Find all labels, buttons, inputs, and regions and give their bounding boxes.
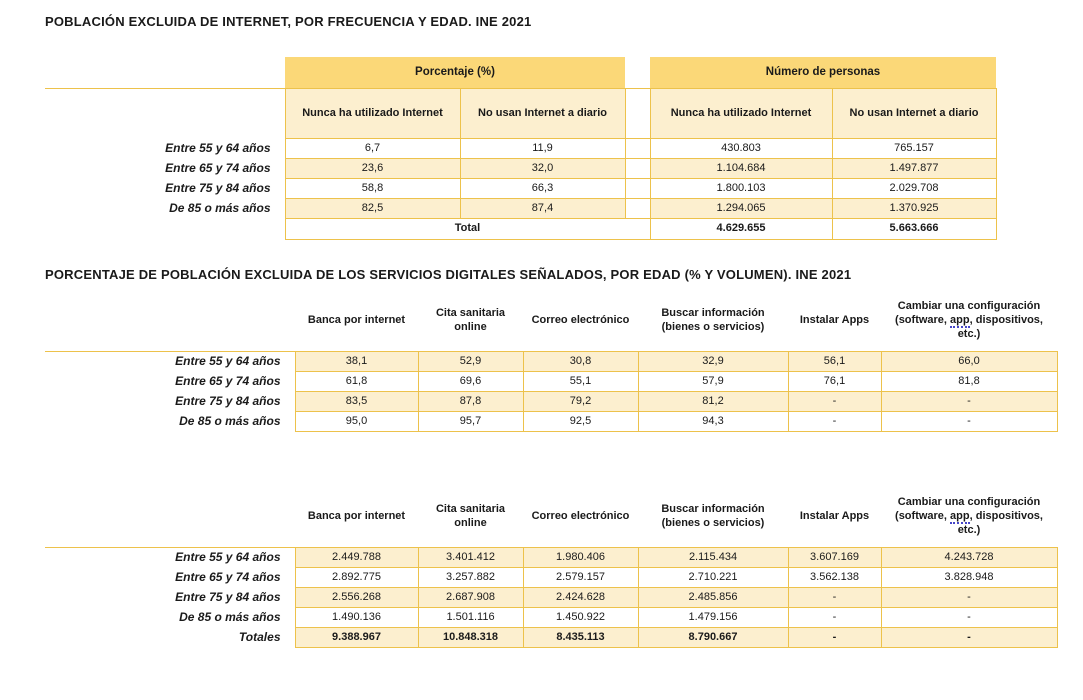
table1-gap-cell — [625, 198, 650, 218]
value-cell: 87,4 — [460, 198, 625, 218]
value-cell: 79,2 — [523, 392, 638, 412]
total-label-spacer — [45, 218, 285, 239]
header-correo: Correo electrónico — [523, 293, 638, 352]
total-value-cell: 5.663.666 — [832, 218, 996, 239]
table-internet-exclusion-by-frequency — [45, 57, 997, 240]
row-label: Entre 65 y 74 años — [175, 374, 281, 388]
table2-header-row — [45, 293, 1057, 352]
header-cambiar-text: Cambiar una configuración (software, — [895, 495, 1041, 522]
header-buscar: Buscar información (bienes o servicios) — [638, 293, 788, 352]
value-cell: 52,9 — [418, 352, 523, 372]
table-row — [45, 372, 1057, 392]
table-row — [45, 392, 1057, 412]
value-cell: 76,1 — [788, 372, 881, 392]
table1-gap-cell — [625, 158, 650, 178]
header-banca: Banca por internet — [295, 293, 418, 352]
table1-gap-cell — [625, 178, 650, 198]
table-row — [45, 198, 996, 218]
value-cell: 32,9 — [638, 352, 788, 372]
total-label: Total — [285, 218, 650, 239]
totals-label: Totales — [238, 629, 281, 644]
header-instalar: Instalar Apps — [788, 293, 881, 352]
table1-subheader-never-used-num: Nunca ha utilizado Internet — [650, 88, 832, 138]
header-cambiar-app-misspelled: app — [950, 509, 970, 522]
table-row — [45, 158, 996, 178]
value-cell: 81,8 — [881, 372, 1057, 392]
total-value-cell: 8.435.113 — [523, 627, 638, 647]
row-label: Entre 65 y 74 años — [165, 160, 271, 175]
value-cell: 38,1 — [295, 352, 418, 372]
header-cambiar-text: , dispositivos, etc.) — [957, 314, 1043, 341]
value-cell: 2.556.268 — [295, 587, 418, 607]
value-cell: 2.485.856 — [638, 587, 788, 607]
table1-gap-cell — [625, 88, 650, 138]
value-cell: 2.424.628 — [523, 587, 638, 607]
table2-header-label-spacer — [45, 293, 295, 352]
value-cell: 1.800.103 — [650, 178, 832, 198]
table1-group-header-row — [45, 57, 996, 88]
value-cell: 2.892.775 — [295, 567, 418, 587]
row-label: De 85 o más años — [179, 414, 281, 428]
row-label: Entre 75 y 84 años — [175, 394, 281, 408]
table3-header-row — [45, 488, 1057, 547]
value-cell: 1.490.136 — [295, 607, 418, 627]
value-cell: 61,8 — [295, 372, 418, 392]
table3-header-label-spacer — [45, 488, 295, 547]
total-value-cell: 4.629.655 — [650, 218, 832, 239]
value-cell: 83,5 — [295, 392, 418, 412]
value-cell: 58,8 — [285, 178, 460, 198]
table1-subheader-not-daily-num: No usan Internet a diario — [832, 88, 996, 138]
row-label: De 85 o más años — [169, 200, 271, 215]
total-value-cell: 9.388.967 — [295, 627, 418, 647]
value-cell: 4.243.728 — [881, 547, 1057, 567]
table-row — [45, 547, 1057, 567]
value-cell: - — [788, 412, 881, 432]
table-services-volume — [45, 488, 1058, 648]
value-cell: - — [881, 607, 1057, 627]
value-cell: 2.115.434 — [638, 547, 788, 567]
value-cell: 2.687.908 — [418, 587, 523, 607]
header-cambiar — [881, 488, 1057, 547]
table-row — [45, 352, 1057, 372]
header-correo: Correo electrónico — [523, 488, 638, 547]
row-label: Entre 75 y 84 años — [165, 180, 271, 195]
value-cell: 11,9 — [460, 138, 625, 158]
value-cell: 1.104.684 — [650, 158, 832, 178]
value-cell: 3.607.169 — [788, 547, 881, 567]
table1-subheader-never-used-pct: Nunca ha utilizado Internet — [285, 88, 460, 138]
value-cell: 82,5 — [285, 198, 460, 218]
value-cell: 430.803 — [650, 138, 832, 158]
value-cell: 1.497.877 — [832, 158, 996, 178]
value-cell: 3.401.412 — [418, 547, 523, 567]
row-label: Entre 55 y 64 años — [165, 140, 271, 155]
table1-total-row — [45, 218, 996, 239]
value-cell: 6,7 — [285, 138, 460, 158]
total-value-cell: - — [881, 627, 1057, 647]
value-cell: 2.710.221 — [638, 567, 788, 587]
value-cell: 95,7 — [418, 412, 523, 432]
value-cell: 55,1 — [523, 372, 638, 392]
value-cell: 66,3 — [460, 178, 625, 198]
table-row — [45, 607, 1057, 627]
table-row — [45, 138, 996, 158]
header-cambiar-app-misspelled: app — [950, 314, 970, 327]
table1-gap-cell — [625, 138, 650, 158]
table1-group-persons: Número de personas — [650, 57, 996, 88]
total-value-cell: 8.790.667 — [638, 627, 788, 647]
table1-subheader-label-spacer — [45, 88, 285, 138]
table3-totals-row — [45, 627, 1057, 647]
table1-subheader-not-daily-pct: No usan Internet a diario — [460, 88, 625, 138]
header-cambiar-text: Cambiar una configuración (software, — [895, 300, 1041, 327]
value-cell: 92,5 — [523, 412, 638, 432]
value-cell: - — [881, 392, 1057, 412]
value-cell: 3.828.948 — [881, 567, 1057, 587]
row-label: Entre 65 y 74 años — [175, 569, 281, 584]
table1-corner-cell — [45, 57, 285, 88]
total-value-cell: 10.848.318 — [418, 627, 523, 647]
value-cell: 1.370.925 — [832, 198, 996, 218]
value-cell: 56,1 — [788, 352, 881, 372]
value-cell: - — [788, 587, 881, 607]
header-cambiar-text: , dispositivos, etc.) — [957, 509, 1043, 536]
value-cell: - — [881, 412, 1057, 432]
value-cell: 3.257.882 — [418, 567, 523, 587]
table1-subheader-row — [45, 88, 996, 138]
value-cell: - — [788, 392, 881, 412]
value-cell: 94,3 — [638, 412, 788, 432]
value-cell: 1.501.116 — [418, 607, 523, 627]
value-cell: - — [881, 587, 1057, 607]
value-cell: 32,0 — [460, 158, 625, 178]
value-cell: 23,6 — [285, 158, 460, 178]
value-cell: - — [788, 607, 881, 627]
value-cell: 66,0 — [881, 352, 1057, 372]
value-cell: 1.479.156 — [638, 607, 788, 627]
table1-group-percentage: Porcentaje (%) — [285, 57, 625, 88]
header-cita: Cita sanitaria online — [418, 293, 523, 352]
value-cell: 95,0 — [295, 412, 418, 432]
header-cita: Cita sanitaria online — [418, 488, 523, 547]
value-cell: 1.294.065 — [650, 198, 832, 218]
value-cell: 1.980.406 — [523, 547, 638, 567]
row-label: De 85 o más años — [179, 609, 281, 624]
total-value-cell: - — [788, 627, 881, 647]
table1-group-gap — [625, 57, 650, 88]
value-cell: 81,2 — [638, 392, 788, 412]
table-row — [45, 567, 1057, 587]
row-label: Entre 55 y 64 años — [175, 549, 281, 564]
table-services-percentage — [45, 293, 1058, 433]
header-instalar: Instalar Apps — [788, 488, 881, 547]
table-row — [45, 587, 1057, 607]
row-label: Entre 55 y 64 años — [175, 354, 281, 369]
value-cell: 87,8 — [418, 392, 523, 412]
header-buscar: Buscar información (bienes o servicios) — [638, 488, 788, 547]
value-cell: 765.157 — [832, 138, 996, 158]
value-cell: 30,8 — [523, 352, 638, 372]
row-label: Entre 75 y 84 años — [175, 589, 281, 604]
value-cell: 2.579.157 — [523, 567, 638, 587]
value-cell: 2.449.788 — [295, 547, 418, 567]
table-row — [45, 412, 1057, 432]
value-cell: 57,9 — [638, 372, 788, 392]
header-cambiar — [881, 293, 1057, 352]
table2-title: PORCENTAJE DE POBLACIÓN EXCLUIDA DE LOS SERVICIOS DIGITALES SEÑALADOS, POR EDAD (% Y VOLUMEN). INE 2021 — [45, 266, 852, 282]
value-cell: 2.029.708 — [832, 178, 996, 198]
table-row — [45, 178, 996, 198]
value-cell: 1.450.922 — [523, 607, 638, 627]
table1-title: POBLACIÓN EXCLUIDA DE INTERNET, POR FRECUENCIA Y EDAD. INE 2021 — [45, 14, 532, 29]
value-cell: 3.562.138 — [788, 567, 881, 587]
header-banca: Banca por internet — [295, 488, 418, 547]
value-cell: 69,6 — [418, 372, 523, 392]
